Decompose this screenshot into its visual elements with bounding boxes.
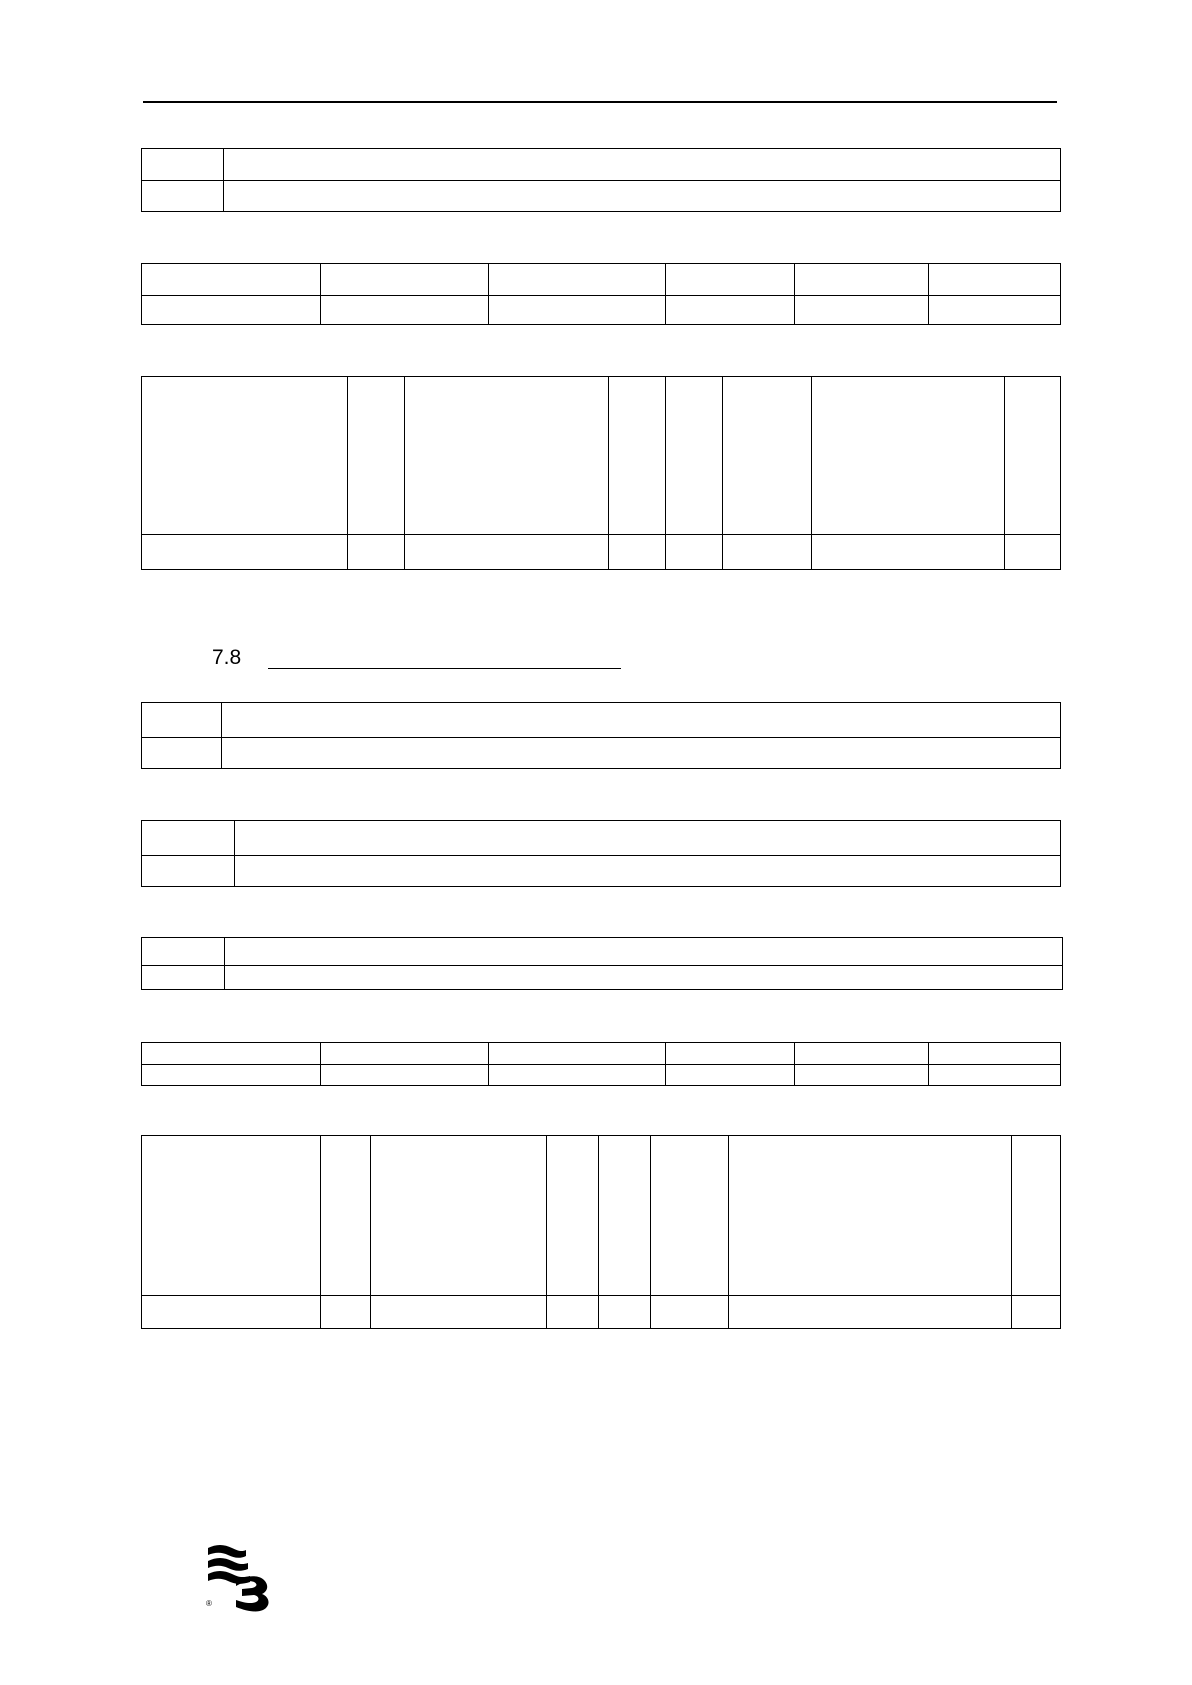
table-8 xyxy=(141,1135,1061,1329)
table-column-divider xyxy=(320,1043,321,1085)
table-row-divider xyxy=(142,855,1060,856)
table-6 xyxy=(141,937,1063,990)
table-column-divider xyxy=(650,1136,651,1328)
table-7 xyxy=(141,1042,1061,1086)
table-column-divider xyxy=(370,1136,371,1328)
table-column-divider xyxy=(811,377,812,569)
table-column-divider xyxy=(546,1136,547,1328)
table-column-divider xyxy=(928,264,929,324)
table-column-divider xyxy=(722,377,723,569)
table-column-divider xyxy=(234,821,235,886)
table-column-divider xyxy=(320,264,321,324)
table-row-divider xyxy=(142,534,1060,535)
registered-trademark-mark: ® xyxy=(206,1599,212,1608)
table-column-divider xyxy=(665,1043,666,1085)
table-column-divider xyxy=(224,938,225,989)
table-column-divider xyxy=(1004,377,1005,569)
section-number: 7.8 xyxy=(212,646,242,669)
company-logo-icon xyxy=(206,1544,272,1612)
table-row-divider xyxy=(142,180,1060,181)
table-column-divider xyxy=(221,703,222,768)
table-2 xyxy=(141,263,1061,325)
table-column-divider xyxy=(223,149,224,211)
table-column-divider xyxy=(598,1136,599,1328)
header-rule xyxy=(143,101,1057,103)
table-row-divider xyxy=(142,295,1060,296)
table-column-divider xyxy=(488,264,489,324)
table-4 xyxy=(141,702,1061,769)
table-column-divider xyxy=(794,1043,795,1085)
table-column-divider xyxy=(665,377,666,569)
table-row-divider xyxy=(142,965,1062,966)
table-column-divider xyxy=(404,377,405,569)
table-column-divider xyxy=(608,377,609,569)
table-column-divider xyxy=(320,1136,321,1328)
table-1 xyxy=(141,148,1061,212)
table-column-divider xyxy=(728,1136,729,1328)
table-3 xyxy=(141,376,1061,570)
table-row-divider xyxy=(142,1064,1060,1065)
table-5 xyxy=(141,820,1061,887)
table-column-divider xyxy=(347,377,348,569)
table-column-divider xyxy=(1011,1136,1012,1328)
table-column-divider xyxy=(928,1043,929,1085)
table-column-divider xyxy=(488,1043,489,1085)
table-column-divider xyxy=(794,264,795,324)
table-row-divider xyxy=(142,1295,1060,1296)
table-row-divider xyxy=(142,737,1060,738)
section-title-underline xyxy=(268,668,621,669)
table-column-divider xyxy=(665,264,666,324)
